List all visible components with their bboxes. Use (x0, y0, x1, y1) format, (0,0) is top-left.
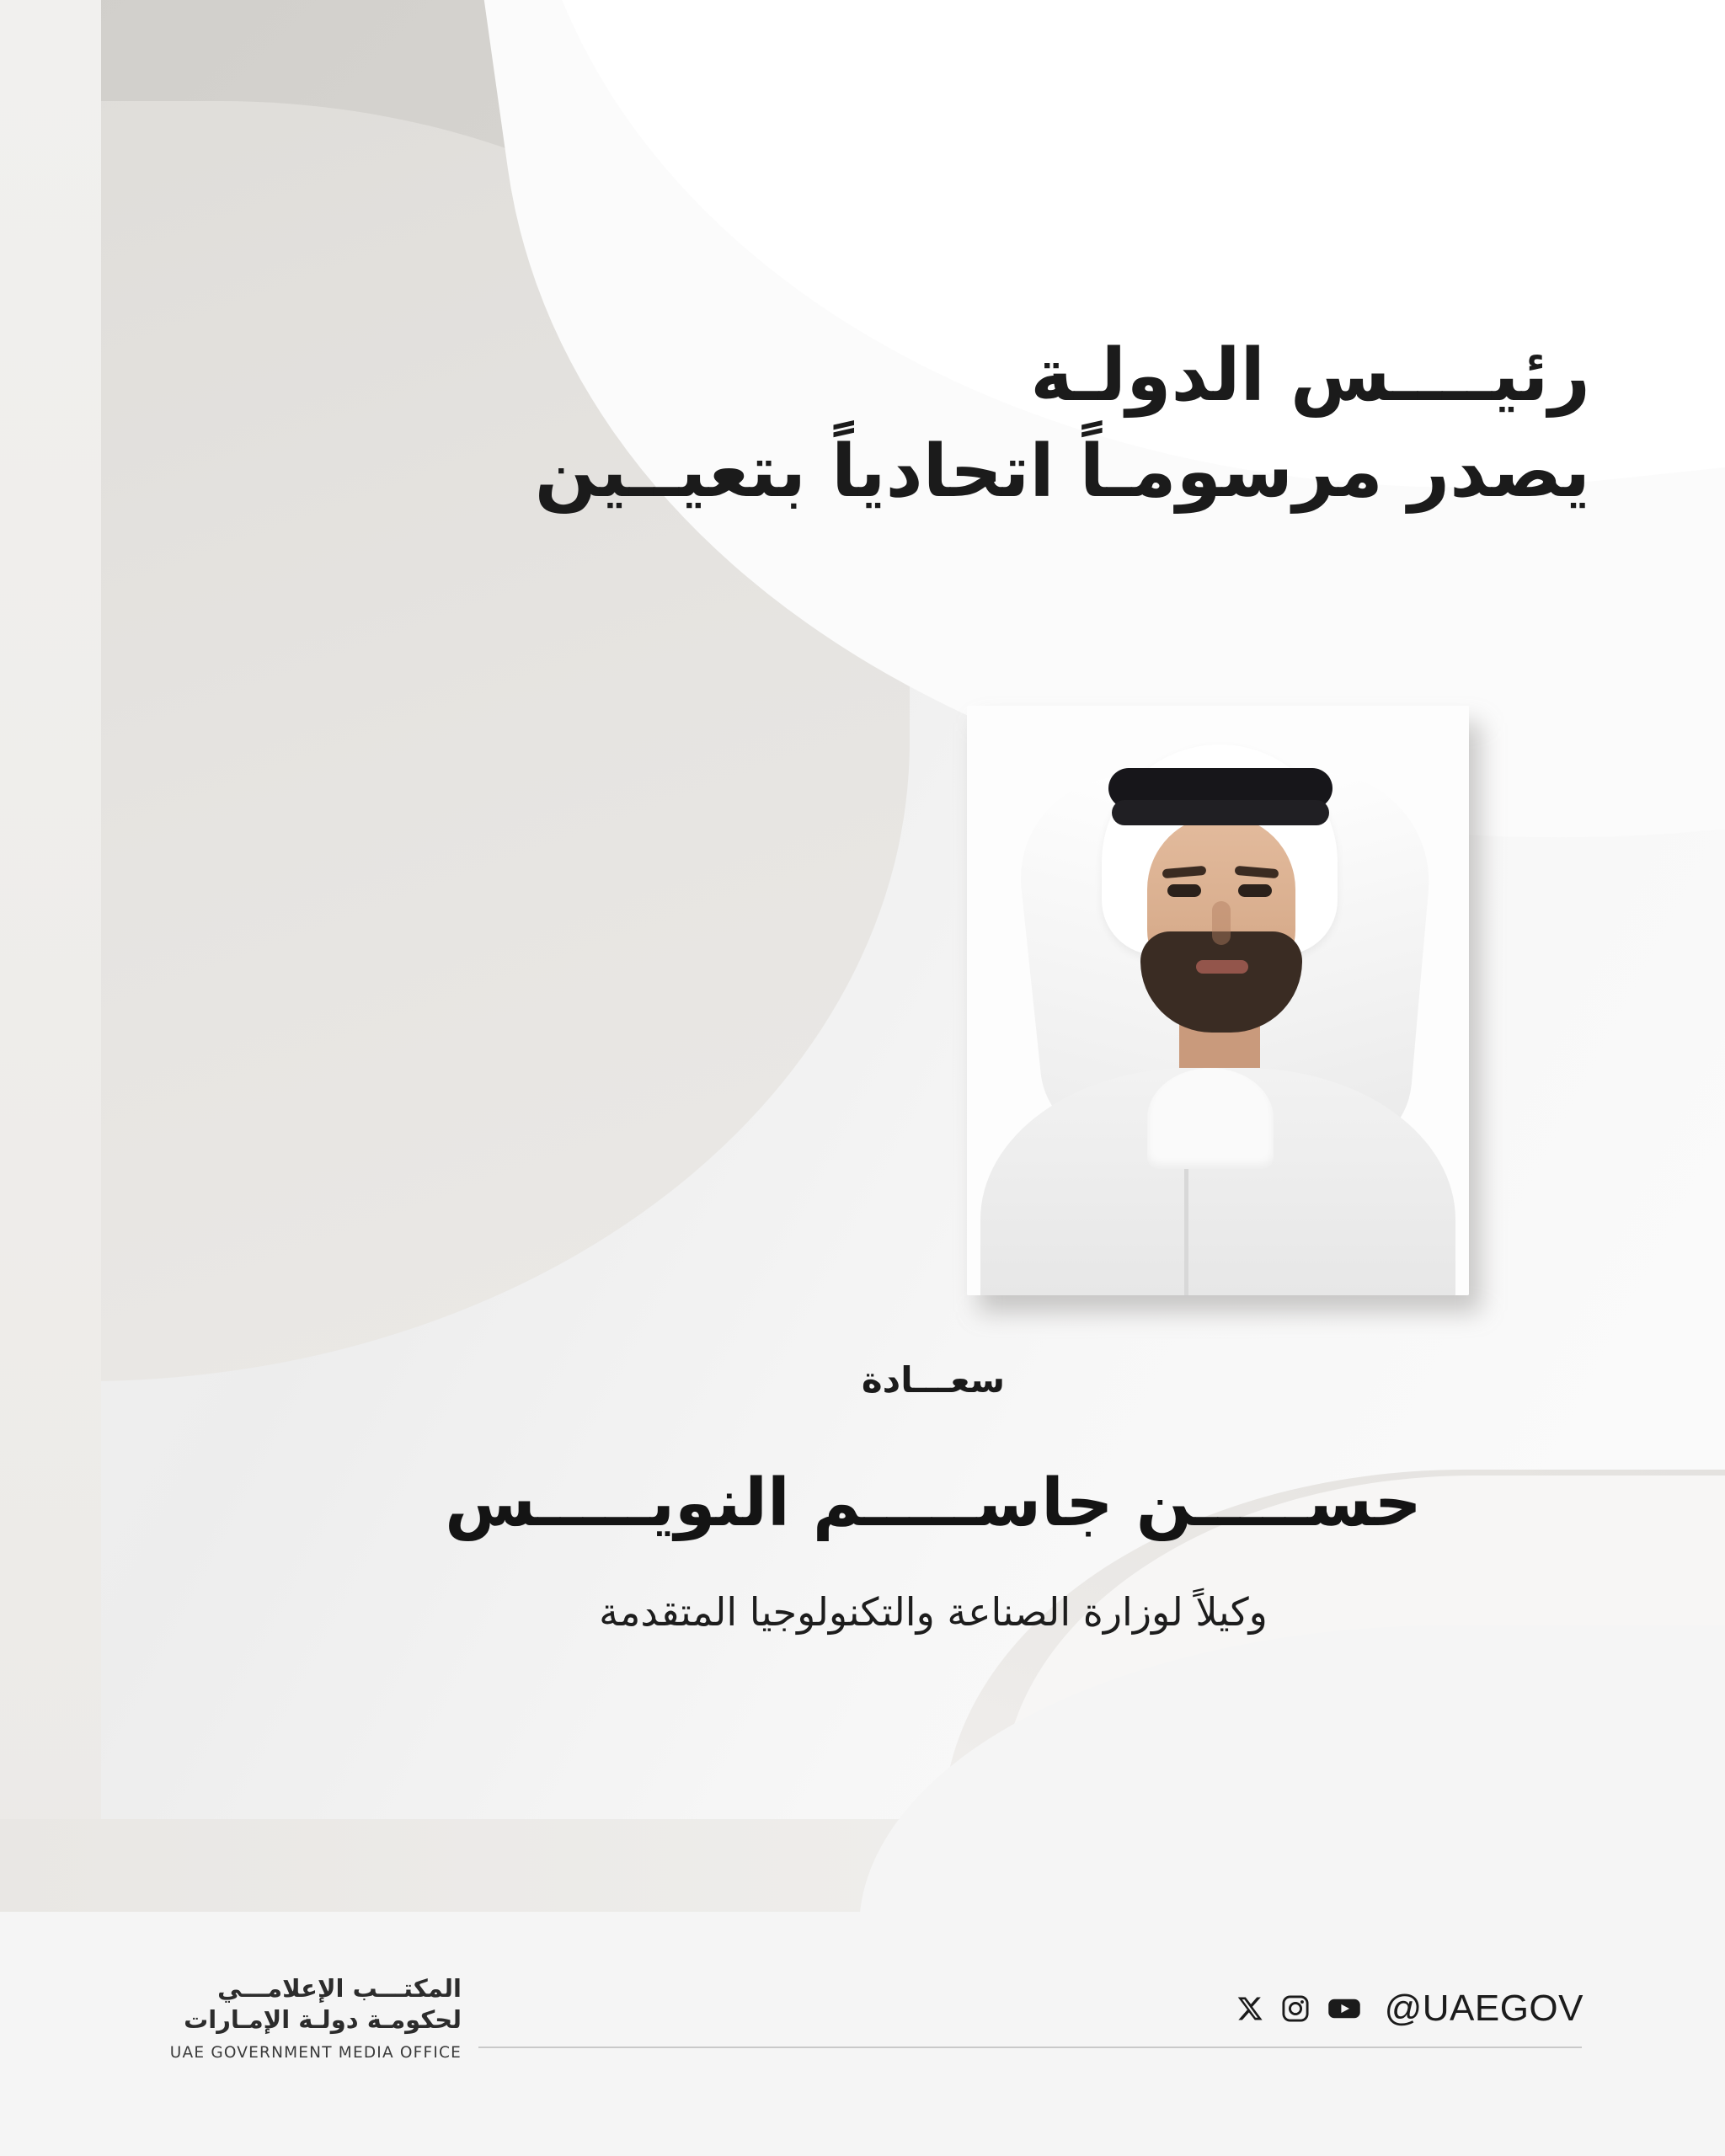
youtube-icon[interactable] (1326, 1993, 1363, 2024)
portrait-nose (1212, 901, 1231, 945)
person-honorific: سعـــادة (861, 1359, 1006, 1401)
instagram-icon[interactable] (1280, 1993, 1311, 2024)
media-office-logo (142, 1973, 462, 2062)
headline-line-1: رئيــــس الدولـة (1030, 334, 1590, 418)
portrait-eye-left (1167, 884, 1201, 897)
logo-arabic-line-1: المكتـــب الإعلامـــي (217, 1973, 462, 2003)
logo-arabic-line-2: لحكومـة دولـة الإمـارات (184, 2004, 462, 2034)
headline-line-2: يصدر مرسومـاً اتحادياً بتعيــين (534, 429, 1590, 514)
portrait-agal-band-lower (1112, 800, 1329, 825)
headline (276, 328, 1590, 520)
portrait-mouth (1196, 960, 1248, 974)
footer-divider (478, 2047, 1582, 2048)
x-twitter-icon[interactable] (1235, 1993, 1265, 2024)
portrait-photo (967, 706, 1469, 1295)
person-name: حســـــن جاســـــم النويـــــس (445, 1465, 1422, 1541)
portrait-eye-right (1238, 884, 1272, 897)
social-media-group (1235, 1988, 1583, 2030)
portrait-collar (1147, 1068, 1274, 1169)
person-role: وكيلاً لوزارة الصناعة والتكنولوجيا المتقدمة (599, 1589, 1268, 1635)
social-handle[interactable]: @UAEGOV (1384, 1988, 1583, 2029)
logo-english-line: UAE GOVERNMENT MEDIA OFFICE (169, 2044, 462, 2062)
background-left-column (0, 0, 101, 1929)
portrait-frame (967, 706, 1469, 1295)
